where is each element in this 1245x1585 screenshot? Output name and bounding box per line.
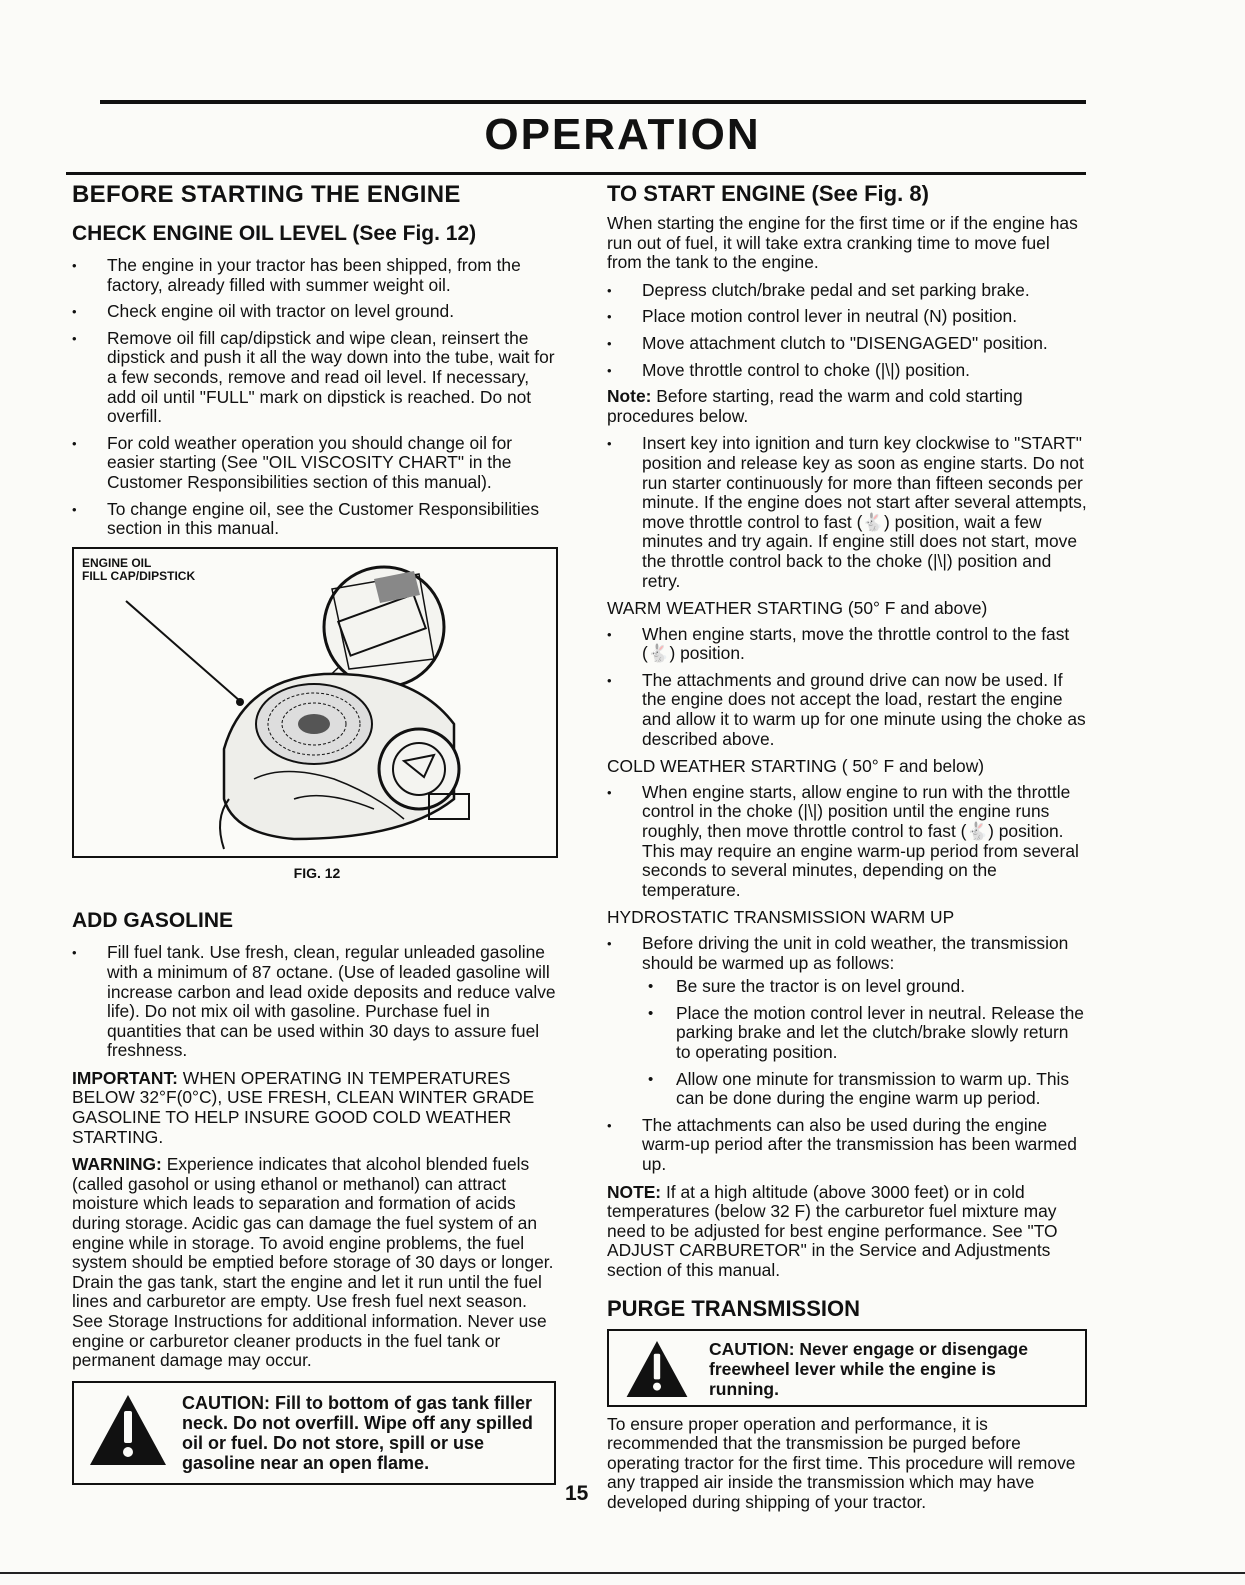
cold-list xyxy=(607,783,1087,901)
list-item: • Place the motion control lever in neutral. Release the parking brake and let the clutch/brake slowly return to operating position. xyxy=(642,1004,1087,1063)
list-item: • Remove oil fill cap/dipstick and wipe clean, reinsert the dipstick and push it all the way down into the tube, wait for a few seconds, remove and read oil level. If necessary, add oil until "FULL" mark on dipstick is reached. Do not overfill. xyxy=(72,329,562,427)
gas-caution-box xyxy=(72,1381,556,1485)
list-item: • Before driving the unit in cold weather, the transmission should be warmed up as follows: • Be sure the tractor is on level ground. • Place the motion control lever in neutral. Release the parking brake and let the clutch/brake slowly return to operating position. • Allow one minute for transmission to warm up. This can be done during the engine warm up period. xyxy=(607,934,1087,1109)
start-engine-heading: TO START ENGINE (See Fig. 8) xyxy=(607,181,929,206)
altitude-note-text: If at a high altitude (above 3000 feet) or in cold temperatures (below 32 F) the carburetor fuel mixture may need to be adjusted for best engine performance. See "TO ADJUST CARBURETOR" in the Service and Adjustments section of this manual. xyxy=(607,1181,1058,1280)
engine-illustration xyxy=(74,549,556,856)
purge-heading: PURGE TRANSMISSION xyxy=(607,1295,861,1321)
warning-label: WARNING: xyxy=(72,1154,162,1175)
bottom-rule xyxy=(0,1572,1245,1574)
list-item: • Insert key into ignition and turn key clockwise to "START" position and release key as soon as engine starts. Do not run starter continuously for more than fifteen seconds per minute. If the engine does not start after several attempts, move throttle control to fast (🐇) position, wait a few minutes and try again. If engine still does not start, move the throttle control back to the choke (|\|) position and retry. xyxy=(607,434,1087,591)
start-note xyxy=(607,387,1087,426)
figure-12 xyxy=(72,547,558,858)
key-list xyxy=(607,434,1087,591)
list-item: • When engine starts, allow engine to run with the throttle control in the choke (|\|) position until the engine runs roughly, then move throttle control to fast (🐇) position. This may require an engine warm-up period from several seconds to several minutes, depending on the temperature. xyxy=(607,783,1087,901)
top-rule xyxy=(100,100,1086,104)
purge-caution-box xyxy=(607,1329,1087,1407)
add-gasoline-heading: ADD GASOLINE xyxy=(72,909,234,933)
page-number: 15 xyxy=(565,1482,589,1505)
page-title: OPERATION xyxy=(484,110,761,159)
note-text: Before starting, read the warm and cold starting procedures below. xyxy=(607,386,1023,426)
figure-callout: ENGINE OIL FILL CAP/DIPSTICK xyxy=(82,555,196,583)
list-item: • Allow one minute for transmission to warm up. This can be done during the engine warm up period. xyxy=(642,1070,1087,1109)
warm-list xyxy=(607,625,1087,750)
important-paragraph xyxy=(72,1069,562,1147)
cold-weather-heading: COLD WEATHER STARTING ( 50° F and below) xyxy=(607,756,985,777)
hydro-sub-list xyxy=(642,977,1087,1109)
altitude-note-label: NOTE: xyxy=(607,1181,662,1202)
note-label: Note: xyxy=(607,386,652,407)
purge-caution-text: CAUTION: Never engage or disengage freewheel lever while the engine is running. xyxy=(709,1338,1028,1399)
start-intro: When starting the engine for the first time or if the engine has run out of fuel, it will take extra cranking time to move fuel from the tank to the engine. xyxy=(607,213,1078,273)
gas-caution-text: CAUTION: Fill to bottom of gas tank filler neck. Do not overfill. Wipe off any spilled oil or fuel. Do not store, spill or use gasoline near an open flame. xyxy=(182,1392,533,1473)
check-oil-list xyxy=(72,256,562,539)
warning-triangle-icon xyxy=(625,1339,689,1399)
list-item: • The attachments and ground drive can now be used. If the engine does not accept the load, restart the engine and allow it to warm up for one minute using the choke as described above. xyxy=(607,671,1087,749)
list-item: • The engine in your tractor has been shipped, from the factory, already filled with summer weight oil. xyxy=(72,256,562,295)
start-list xyxy=(607,281,1087,380)
list-item: • The attachments can also be used during the engine warm-up period after the transmission has been warmed up. xyxy=(607,1116,1087,1175)
gasoline-list xyxy=(72,943,562,1061)
warning-triangle-icon xyxy=(88,1393,168,1467)
list-item: • Move throttle control to choke (|\|) position. xyxy=(607,361,1087,381)
list-item: • Move attachment clutch to "DISENGAGED" position. xyxy=(607,334,1087,354)
list-item: • Be sure the tractor is on level ground. xyxy=(642,977,1087,997)
hydro-list xyxy=(607,934,1087,1175)
list-item: • Depress clutch/brake pedal and set parking brake. xyxy=(607,281,1087,301)
list-item: • When engine starts, move the throttle control to the fast (🐇) position. xyxy=(607,625,1087,664)
warm-weather-heading: WARM WEATHER STARTING (50° F and above) xyxy=(607,598,988,619)
list-item: • Check engine oil with tractor on level ground. xyxy=(72,302,562,322)
list-item: • Place motion control lever in neutral (N) position. xyxy=(607,307,1087,327)
before-starting-heading: BEFORE STARTING THE ENGINE xyxy=(72,181,461,208)
warning-paragraph xyxy=(72,1155,562,1371)
important-text: WHEN OPERATING IN TEMPERATURES BELOW 32°F(0°C), USE FRESH, CLEAN WINTER GRADE GASOLINE TO HELP INSURE GOOD COLD WEATHER STARTING. xyxy=(72,1067,535,1147)
important-label: IMPORTANT: xyxy=(72,1067,178,1088)
left-column xyxy=(72,182,562,1485)
list-item: • Fill fuel tank. Use fresh, clean, regular unleaded gasoline with a minimum of 87 octane. (Use of leaded gasoline will increase carbon and lead oxide deposits and reduce valve life). Do not mix oil with gasoline. Purchase fuel in quantities that can be used within 30 days to assure fuel freshness. xyxy=(72,943,562,1061)
list-item: • To change engine oil, see the Customer Responsibilities section in this manual. xyxy=(72,500,562,539)
hydro-heading: HYDROSTATIC TRANSMISSION WARM UP xyxy=(607,907,955,928)
warning-text: Experience indicates that alcohol blended fuels (called gasohol or using ethanol or methanol) can attract moisture which leads to separation and formation of acids during storage. Acidic gas can damage the fuel system of an engine while in storage. To avoid engine problems, the fuel system should be emptied before storage of 30 days or longer. Drain the gas tank, start the engine and let it run until the fuel lines and carburetor are empty. Use fresh fuel next season. See Storage Instructions for additional information. Never use engine or carburetor cleaner products in the fuel tank or permanent damage may occur. xyxy=(72,1154,554,1371)
title-rule xyxy=(66,172,1086,175)
right-column xyxy=(607,182,1087,1520)
list-item: • For cold weather operation you should change oil for easier starting (See "OIL VISCOSITY CHART" in the Customer Responsibilities section of this manual). xyxy=(72,434,562,493)
check-oil-heading: CHECK ENGINE OIL LEVEL (See Fig. 12) xyxy=(72,222,477,245)
altitude-note xyxy=(607,1183,1087,1281)
figure-caption: FIG. 12 xyxy=(293,864,341,881)
purge-text: To ensure proper operation and performance, it is recommended that the transmission be purged before operating tractor for the first time. This procedure will remove any trapped air inside the transmission which may have developed during shipping of your tractor. xyxy=(607,1413,1076,1512)
